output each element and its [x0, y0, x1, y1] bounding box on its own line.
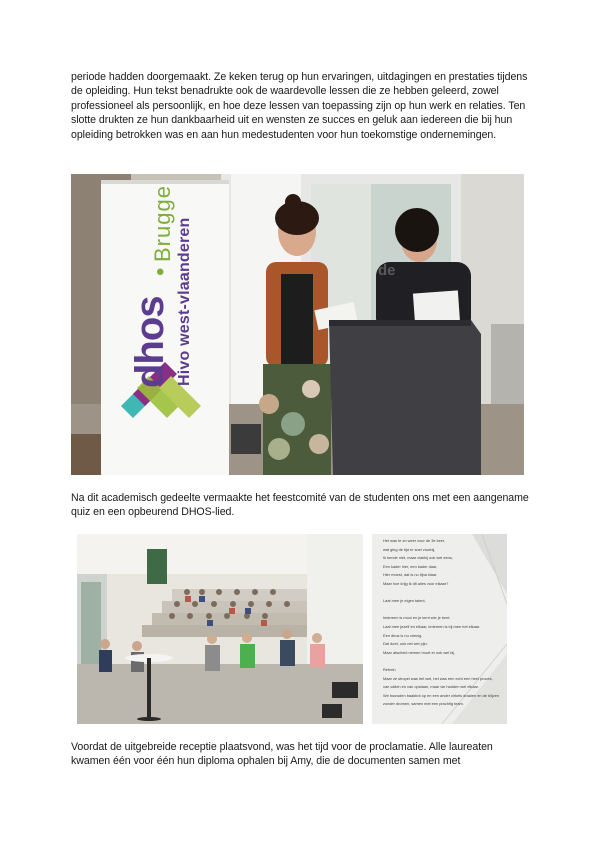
lyric-line: wat ging de tijd er snel voorbij,: [383, 546, 436, 552]
lyric-line: Refrein: [383, 666, 396, 672]
banner-dot: •: [147, 267, 174, 276]
lyric-line: zonder dromen, samen met een prachtig team.: [383, 701, 464, 707]
banner-subtitle-text: Hivo west-vlaanderen: [176, 217, 193, 386]
photo-audience-hall: [77, 534, 363, 724]
lyric-line: [383, 589, 503, 598]
lyric-line: Maar ze stropel was het wel, het was een echt een heel proces,: [383, 675, 493, 681]
audience-illustration: [77, 534, 363, 724]
banner-city-text: Brugge: [150, 185, 175, 262]
lyric-line: Een dhos is nu vrienig.: [383, 632, 423, 638]
banner-brand-text: dhos: [128, 296, 172, 388]
lyric-line: [383, 657, 503, 666]
lyric-line: Maar hoe krijg ik dit alles voor elkaar?: [383, 580, 449, 586]
lyric-line: Maar afscheid nemen hoort er ook wel bij.: [383, 649, 456, 655]
paragraph-2: Na dit academisch gedeelte vermaakte het feestcomité van de studenten ons met een aangename quiz en een opbeurend DHOS-lied.: [71, 492, 529, 519]
lyric-line: Dat doet, ook net wel pijn.: [383, 641, 428, 647]
lyric-line: Hier moest, dat is nu tijna klaar.: [383, 572, 438, 578]
lyric-line: van vallen en van opstaan, maar we hadden wel elkaar.: [383, 684, 479, 690]
paragraph-1: periode hadden doorgemaakt. Ze keken terug op hun ervaringen, uitdagingen en prestaties tijdens de opleiding. Hun tekst benadrukte ook de waardevolle lessen die ze hebben geleerd, zowel professioneel als persoonlijk, en hoe deze lessen van toepassing zijn op hun werk en relaties. Ten slotte drukten ze hun dankbaarheid uit en wensten ze succes en geluk aan iedereen die bij hun opleiding betrokken was en aan hun medestudenten voor hun toekomstige ondernemingen.: [71, 71, 528, 141]
lyrics-text-block: [383, 537, 503, 709]
lyric-line: Iedereen is mooi en je kent wie je bent.: [383, 615, 451, 621]
lyric-line: Laat mee je eigen talent,: [383, 598, 426, 604]
lyric-line: [383, 606, 503, 615]
lyric-line: Ik kende niet, maar vlakbij ook wel eens,: [383, 555, 453, 561]
lectern-sign-text: de: [378, 262, 396, 279]
paragraph-3: Voordat de uitgebreide receptie plaatsvond, was het tijd voor de proclamatie. Alle laureaten kwamen één voor één hun diploma ophalen bij Amy, die de documenten samen met: [71, 741, 493, 768]
lyric-line: We bouwden baakbot op en een ander cirkels draaien en de blijven: [383, 692, 500, 698]
lyric-line: Het was te zo weer voor de 3e keer,: [383, 538, 446, 543]
lyric-line: Een kader hier, een kader daar,: [383, 563, 438, 569]
lyric-line: Laat mee jezelf en elkaar, iedereen is bij mee het elkaar.: [383, 623, 481, 629]
